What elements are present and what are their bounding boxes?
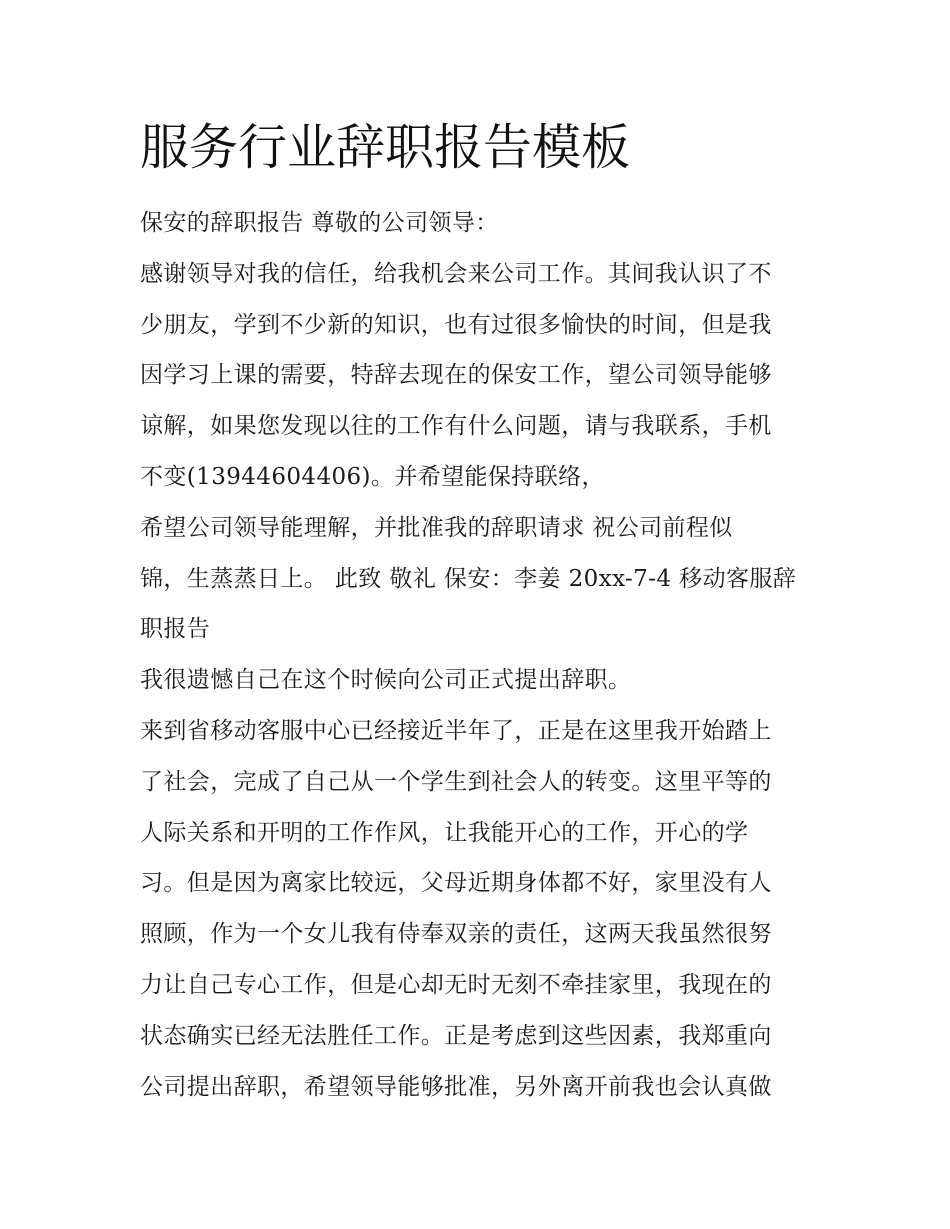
body-line: 了社会，完成了自己从一个学生到社会人的转变。这里平等的 (140, 768, 772, 795)
body-line: 谅解，如果您发现以往的工作有什么问题，请与我联系，手机 (140, 413, 772, 440)
body-line: 我很遗憾自己在这个时候向公司正式提出辞职。 (140, 667, 632, 694)
body-line: 来到省移动客服中心已经接近半年了，正是在这里我开始踏上 (140, 717, 772, 744)
body-line: 锦，生蒸蒸日上。 此致 敬礼 保安：李姜 20xx-7-4 移动客服辞 (140, 565, 797, 592)
body-line: 照顾，作为一个女儿我有侍奉双亲的责任，这两天我虽然很努 (140, 921, 772, 948)
body-line: 不变(13944604406)。并希望能保持联络， (140, 463, 605, 490)
body-line: 职报告 (140, 616, 211, 643)
body-line: 少朋友，学到不少新的知识，也有过很多愉快的时间，但是我 (140, 311, 772, 338)
body-line: 希望公司领导能理解，并批准我的辞职请求 祝公司前程似 (140, 514, 733, 541)
body-line: 因学习上课的需要，特辞去现在的保安工作，望公司领导能够 (140, 362, 772, 389)
document-body (140, 198, 820, 1112)
body-line: 保安的辞职报告 尊敬的公司领导： (140, 210, 499, 236)
body-line: 公司提出辞职，希望领导能够批准，另外离开前我也会认真做 (140, 1073, 772, 1100)
body-line: 状态确实已经无法胜任工作。正是考虑到这些因素，我郑重向 (140, 1022, 772, 1049)
document-title: 服务行业辞职报告模板 (140, 119, 631, 176)
body-line: 感谢领导对我的信任，给我机会来公司工作。其间我认识了不 (140, 260, 772, 287)
body-line: 习。但是因为离家比较远，父母近期身体都不好，家里没有人 (140, 870, 772, 897)
body-line: 人际关系和开明的工作作风，让我能开心的工作，开心的学 (140, 819, 749, 846)
body-line: 力让自己专心工作，但是心却无时无刻不牵挂家里，我现在的 (140, 971, 772, 998)
